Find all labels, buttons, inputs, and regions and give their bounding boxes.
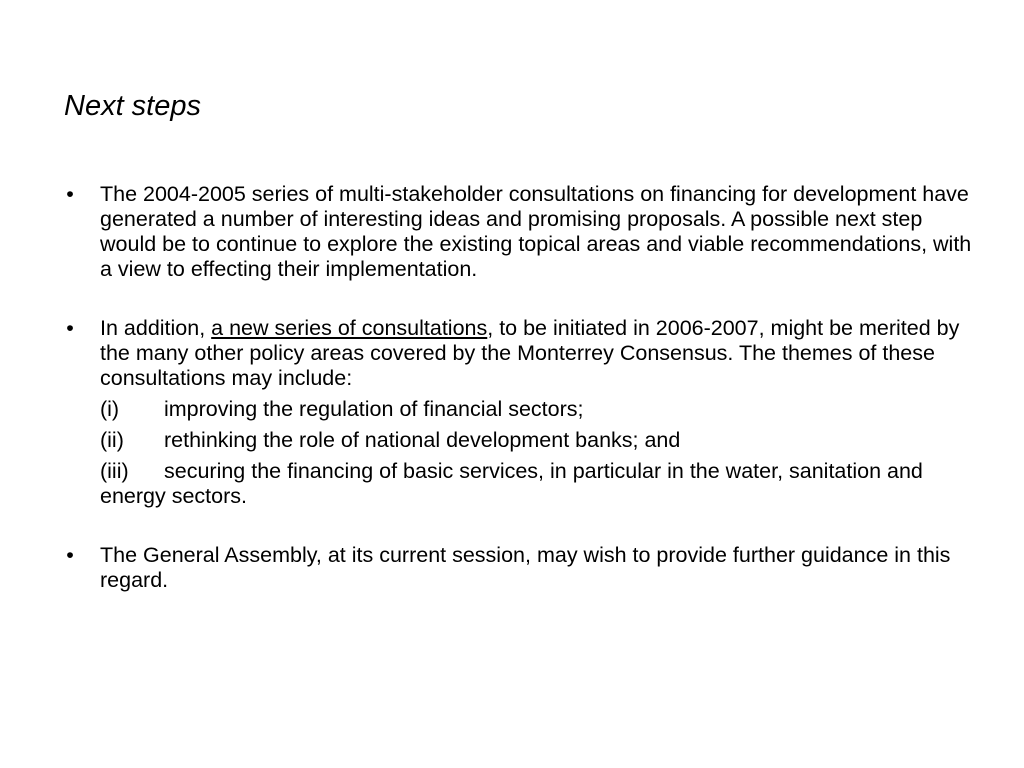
sub-item-number: (iii) bbox=[100, 459, 129, 483]
bullet-paragraph bbox=[100, 316, 980, 391]
slide-title: Next steps bbox=[64, 90, 201, 122]
underlined-phrase: a new series of consultations bbox=[211, 316, 488, 340]
sub-item-i bbox=[100, 397, 980, 422]
bullet-item-1 bbox=[66, 182, 980, 282]
bullet-list bbox=[66, 182, 980, 593]
bullet-item-3 bbox=[66, 543, 980, 593]
bullet-mark: • bbox=[66, 316, 74, 340]
sub-item-text: rethinking the role of national development banks; and bbox=[164, 428, 681, 452]
bullet-mark: • bbox=[66, 182, 74, 206]
sub-item-iii bbox=[100, 459, 980, 509]
bullet-text: The 2004-2005 series of multi-stakeholder consultations on financing for development have generated a number of interesting ideas and promising proposals. A possible next step would be to continue to explore the existing topical areas and viable recommendations, with a view to effecting their implementation. bbox=[100, 182, 972, 281]
bullet-text: The General Assembly, at its current session, may wish to provide further guidance in this regard. bbox=[100, 543, 951, 592]
bullet-text-after: , to be initiated in 2006-2007, might be merited by the many other policy areas covered by the Monterrey Consensus. The themes of these consultations may include: bbox=[100, 316, 960, 390]
sub-item-number: (i) bbox=[100, 397, 120, 421]
sub-item-text: improving the regulation of financial sectors; bbox=[164, 397, 584, 421]
sub-item-number: (ii) bbox=[100, 428, 124, 452]
bullet-text-before: In addition, bbox=[100, 316, 212, 340]
sub-item-text: securing the financing of basic services, in particular in the water, sanitation and energy sectors. bbox=[100, 459, 923, 508]
sub-item-ii bbox=[100, 428, 980, 453]
bullet-item-2 bbox=[66, 316, 980, 509]
bullet-mark: • bbox=[66, 543, 74, 567]
